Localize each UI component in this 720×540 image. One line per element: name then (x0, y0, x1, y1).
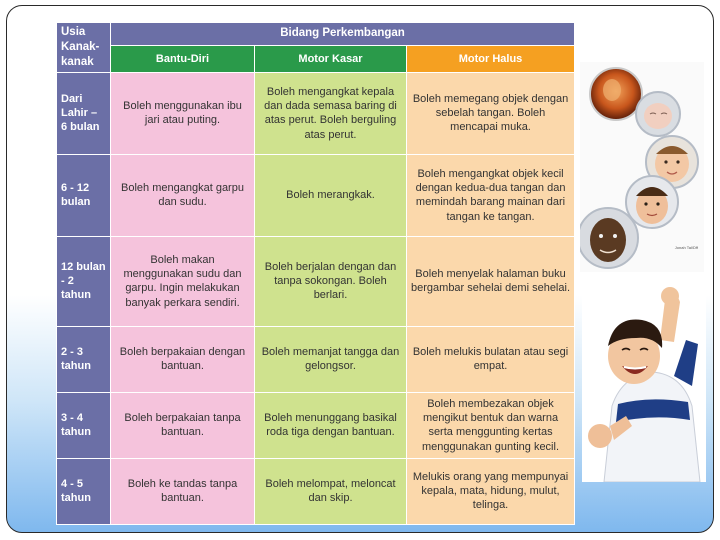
growth-stages-illustration (580, 62, 704, 272)
motor-kasar-cell: Boleh melompat, meloncat dan skip. (255, 458, 407, 524)
motor-kasar-cell: Boleh memanjat tangga dan gelongsor. (255, 326, 407, 392)
table-row (57, 392, 575, 458)
motor-halus-cell: Melukis orang yang mempunyai kepala, mata, hidung, mulut, telinga. (407, 458, 575, 524)
motor-halus-cell: Boleh mengangkat objek kecil dengan kedua-dua tangan dan memindah barang mainan dari tangan ke tangan. (407, 154, 575, 236)
age-column-header: Usia Kanak-kanak (57, 23, 111, 73)
bantu-diri-cell: Boleh makan menggunakan sudu dan garpu. Ingin melakukan banyak perkara sendiri. (111, 236, 255, 326)
happy-child-illustration (582, 286, 706, 482)
motor-kasar-cell: Boleh mengangkat kepala dan dada semasa baring di atas perut. Boleh berguling atas perut. (255, 72, 407, 154)
table-row (57, 326, 575, 392)
growth-stages-photo (580, 62, 704, 272)
column-header-bantu-diri: Bantu-Diri (111, 45, 255, 72)
age-cell: 6 - 12 bulan (57, 154, 111, 236)
bantu-diri-cell: Boleh menggunakan ibu jari atau puting. (111, 72, 255, 154)
bantu-diri-cell: Boleh berpakaian tanpa bantuan. (111, 392, 255, 458)
table-row (57, 72, 575, 154)
column-header-motor-kasar: Motor Kasar (255, 45, 407, 72)
motor-halus-cell: Boleh melukis bulatan atau segi empat. (407, 326, 575, 392)
photo-credit: Jonah Tal/Dff (674, 245, 698, 250)
bantu-diri-cell: Boleh berpakaian dengan bantuan. (111, 326, 255, 392)
motor-halus-cell: Boleh menyelak halaman buku bergambar sehelai demi sehelai. (407, 236, 575, 326)
column-header-motor-halus: Motor Halus (407, 45, 575, 72)
motor-kasar-cell: Boleh berjalan dengan dan tanpa sokongan. Boleh berlari. (255, 236, 407, 326)
development-area-header: Bidang Perkembangan (111, 23, 575, 46)
table-row (57, 236, 575, 326)
age-cell: 2 - 3 tahun (57, 326, 111, 392)
bantu-diri-cell: Boleh mengangkat garpu dan sudu. (111, 154, 255, 236)
bantu-diri-cell: Boleh ke tandas tanpa bantuan. (111, 458, 255, 524)
age-cell: Dari Lahir – 6 bulan (57, 72, 111, 154)
age-cell: 12 bulan - 2 tahun (57, 236, 111, 326)
motor-halus-cell: Boleh membezakan objek mengikut bentuk dan warna serta menggunting kertas menggunakan gunting kecil. (407, 392, 575, 458)
age-cell: 4 - 5 tahun (57, 458, 111, 524)
table-row (57, 458, 575, 524)
motor-kasar-cell: Boleh menunggang basikal roda tiga dengan bantuan. (255, 392, 407, 458)
motor-halus-cell: Boleh memegang objek dengan sebelah tangan. Boleh mencapai muka. (407, 72, 575, 154)
happy-child-photo (582, 286, 706, 482)
table-row (57, 154, 575, 236)
motor-kasar-cell: Boleh merangkak. (255, 154, 407, 236)
development-table (56, 22, 575, 525)
age-cell: 3 - 4 tahun (57, 392, 111, 458)
